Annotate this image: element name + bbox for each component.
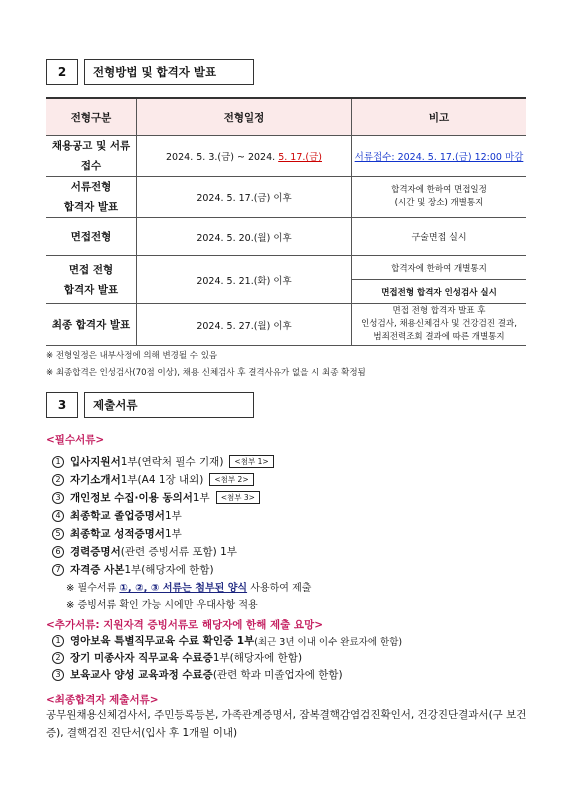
required-subnote: ※ 증빙서류 확인 가능 시에만 우대사항 적용 — [66, 600, 258, 611]
note-line: (시간 및 장소) 개별통지 — [394, 198, 484, 208]
doc-name: 개인정보 수집·이용 동의서 — [70, 492, 193, 504]
col-header: 전형일정 — [137, 98, 352, 136]
table-row — [46, 304, 526, 346]
doc-name: 최종학교 졸업증명서 — [70, 510, 165, 522]
list-item — [52, 633, 402, 648]
required-subnote — [66, 579, 311, 594]
doc-detail: 1부(연락처 필수 기재) — [120, 456, 224, 468]
doc-name: 입사지원서 — [70, 456, 121, 468]
doc-detail: 1부(해당자에 한함) — [124, 564, 214, 576]
deadline-date: 5. 17.(금) — [278, 152, 322, 163]
label-line: 합격자 발표 — [63, 283, 119, 296]
doc-detail: 1부 — [164, 510, 182, 522]
subnote-emphasis: ①, ②, ③ 서류는 첨부된 양식 — [119, 583, 248, 594]
doc-name: 경력증명서 — [70, 546, 121, 558]
label-line: 합격자 발표 — [63, 201, 119, 213]
doc-detail: (최근 3년 이내 이수 완료자에 한함) — [254, 636, 403, 648]
list-item — [52, 562, 214, 577]
doc-name: 최종학교 성적증명서 — [70, 528, 165, 540]
list-item — [52, 454, 274, 469]
subnote-text: ※ 필수서류 — [66, 583, 120, 594]
row-date — [137, 136, 352, 177]
section-title: 전형방법 및 합격자 발표 — [84, 59, 254, 85]
table-row — [46, 256, 526, 280]
row-label: 면접전형 — [46, 218, 137, 256]
row-note: 구술면접 실시 — [352, 218, 527, 256]
list-item — [52, 508, 182, 523]
doc-name: 보육교사 양성 교육과정 수료증 — [70, 669, 213, 681]
additional-heading: <추가서류: 지원자격 증빙서류로 해당자에 한해 제출 요망> — [46, 619, 324, 631]
doc-name: 자기소개서 — [70, 474, 121, 486]
date-text: 2024. 5. 3.(금) ~ 2024. — [166, 152, 279, 163]
list-item — [52, 544, 237, 559]
list-item — [52, 650, 302, 665]
doc-detail: (관련 학과 미졸업자에 한함) — [212, 669, 343, 681]
circle-number: 3 — [52, 669, 64, 681]
row-note — [352, 136, 527, 177]
required-heading: <필수서류> — [46, 434, 105, 446]
doc-detail: 1부 — [164, 528, 182, 540]
row-note: 면접전형 합격자 인성검사 실시 — [352, 280, 527, 304]
list-item — [52, 472, 254, 487]
circle-number: 6 — [52, 546, 64, 558]
attachment-tag: <첨부 2> — [209, 473, 253, 486]
circle-number: 3 — [52, 492, 64, 504]
section-title: 제출서류 — [84, 392, 254, 418]
table-row — [46, 177, 526, 218]
row-date: 2024. 5. 27.(월) 이후 — [137, 304, 352, 346]
section-3-header — [46, 392, 254, 418]
col-header: 비고 — [352, 98, 527, 136]
circle-number: 2 — [52, 652, 64, 664]
doc-detail: 1부(A4 1장 내외) — [120, 474, 204, 486]
row-note — [352, 304, 527, 346]
doc-name: 영아보육 특별직무교육 수료 확인증 1부 — [70, 635, 255, 647]
table-row — [46, 136, 526, 177]
section-number: 2 — [46, 59, 78, 85]
final-heading: <최종합격자 제출서류> — [46, 694, 159, 706]
section-2-header — [46, 59, 254, 85]
note-line: 인성검사, 채용신체검사 및 건강검진 결과, — [361, 319, 517, 329]
row-date: 2024. 5. 17.(금) 이후 — [137, 177, 352, 218]
table-header-row — [46, 98, 526, 136]
doc-detail: (관련 증빙서류 포함) 1부 — [120, 546, 237, 558]
circle-number: 1 — [52, 456, 64, 468]
label-line: 서류전형 — [70, 181, 112, 193]
subnote-text: 사용하여 제출 — [247, 583, 312, 594]
circle-number: 7 — [52, 564, 64, 576]
table-row — [46, 218, 526, 256]
note-line: 범죄전력조회 결과에 따른 개별통지 — [373, 332, 505, 342]
schedule-note: ※ 전형일정은 내부사정에 의해 변경될 수 있음 — [46, 351, 218, 361]
list-item — [52, 490, 260, 505]
row-label — [46, 177, 137, 218]
doc-detail: 1부(해당자에 한함) — [212, 652, 303, 664]
row-label — [46, 256, 137, 304]
schedule-table — [46, 97, 526, 346]
section-number: 3 — [46, 392, 78, 418]
label-line: 면접 전형 — [68, 263, 114, 276]
circle-number: 5 — [52, 528, 64, 540]
note-line: 면접 전형 합격자 발표 후 — [392, 306, 486, 316]
final-documents-text: 공무원채용신체검사서, 주민등록등본, 가족관계증명서, 잠복결핵감염검진확인서, 건강진단결과서(구 보건증), 결핵검진 진단서(입사 후 1개월 이내) — [46, 709, 527, 739]
row-date: 2024. 5. 21.(화) 이후 — [137, 256, 352, 304]
deadline-note: 서류접수: 2024. 5. 17.(금) 12:00 마감 — [354, 152, 524, 163]
row-date: 2024. 5. 20.(월) 이후 — [137, 218, 352, 256]
circle-number: 1 — [52, 635, 64, 647]
circle-number: 4 — [52, 510, 64, 522]
row-note — [352, 177, 527, 218]
row-label: 최종 합격자 발표 — [46, 304, 137, 346]
circle-number: 2 — [52, 474, 64, 486]
col-header: 전형구분 — [46, 98, 137, 136]
doc-name: 자격증 사본 — [70, 564, 125, 576]
attachment-tag: <첨부 3> — [216, 491, 260, 504]
note-line: 합격자에 한하여 면접일정 — [391, 185, 487, 195]
doc-detail: 1부 — [192, 492, 210, 504]
doc-name: 장기 미종사자 직무교육 수료증 — [70, 652, 213, 664]
row-label: 채용공고 및 서류접수 — [46, 136, 137, 177]
list-item — [52, 526, 182, 541]
final-note: ※ 최종합격은 인성검사(70점 이상), 채용 신체검사 후 결격사유가 없을 시 최종 확정됨 — [46, 368, 366, 378]
list-item — [52, 667, 343, 682]
row-note: 합격자에 한하여 개별통지 — [352, 256, 527, 280]
attachment-tag: <첨부 1> — [229, 455, 273, 468]
